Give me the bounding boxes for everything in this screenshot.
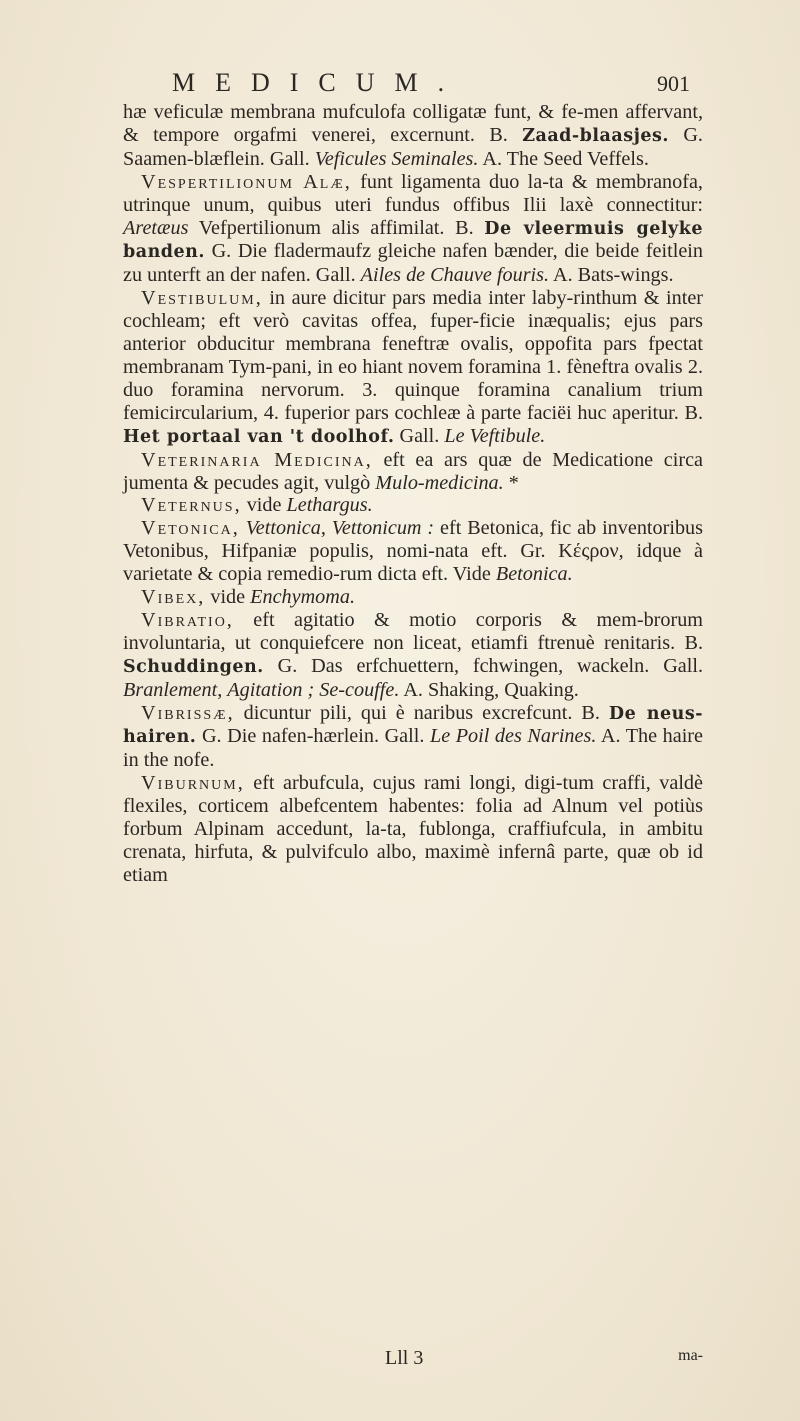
page-footer bbox=[123, 1347, 703, 1373]
entry-headword: Vibratio, bbox=[141, 608, 234, 631]
entry-headword: Vestibulum, bbox=[141, 287, 263, 310]
entry-vespertilionum-alae: Vespertilionum Alæ, funt ligamenta duo la-ta & membranofa, utrinque unum, quibus uteri fundus offibus Ilii laxè connectitur: Aretæus Vefpertilionum alis affimilat. B. De vleermuis gelyke banden. G. Die fladermaufz gleiche nafen bænder, die beide feitlein zu unterft an der nafen. Gall. Ailes de Chauve fouris. A. Bats-wings. bbox=[123, 170, 703, 287]
entry-veterinaria-medicina: Veterinaria Medicina, eft ea ars quæ de Medicatione circa jumenta & pecudes agit, vulgò Mulo-medicina. * bbox=[123, 448, 703, 494]
catchword: ma- bbox=[678, 1347, 703, 1364]
entry-vibrissae: Vibrissæ, dicuntur pili, qui è naribus excrefcunt. B. De neus-hairen. G. Die nafen-hærlein. Gall. Le Poil des Narines. A. The haire in the nofe. bbox=[123, 701, 703, 772]
entry-veternus: Veternus, vide Lethargus. bbox=[141, 494, 373, 517]
page-number: 901 bbox=[657, 71, 690, 96]
entry-viburnum: Viburnum, eft arbufcula, cujus rami longi, digi-tum craffi, valdè flexiles, corticem albefcentem habentes: folia ad Alnum vel potiùs forbum Alpinam accedunt, la-ta, fublonga, craffiufcula, in ambitu crenata, hirfuta, & pulvifculo albo, maximè infernâ parte, quæ ob id etiam bbox=[123, 772, 703, 886]
running-title: MEDICUM. bbox=[172, 68, 465, 97]
entry-headword: Veterinaria Medicina, bbox=[141, 448, 373, 471]
entry-vestibulum: Vestibulum, in aure dicitur pars media inter laby-rinthum & inter cochleam; eft verò cavitas offea, fuper-ficie inæqualis; ejus pars anterior obducitur membrana feneftræ ovalis, oppofita pars fpectat membranam Tym-pani, in eo hiant novem foramina 1. fèneftra ovalis 2. duo foramina nervorum. 3. quinque foramina canalium trium femicircularium, 4. fuperior pars cochleæ à parte faciëi huc aperitur. B. Het portaal van 't doolhof. Gall. Le Veftibule. bbox=[123, 287, 703, 447]
entry-veficulae-continued: hæ veficulæ membrana mufculofa colligatæ funt, & fe-men affervant, & tempore orgafmi venerei, excernunt. B. Zaad-blaasjes. G. Saamen-blæflein. Gall. Veficules Seminales. A. The Seed Veffels. bbox=[123, 101, 703, 170]
entry-vibratio: Vibratio, eft agitatio & motio corporis & mem-brorum involuntaria, ut conquiefcere non liceat, etiamfi ftrenuè renitaris. B. Schuddingen. G. Das erfchuettern, fchwingen, wackeln. Gall. Branlement, Agitation ; Se-couffe. A. Shaking, Quaking. bbox=[123, 608, 703, 701]
dictionary-text bbox=[123, 101, 703, 887]
entry-vetonica: Vetonica, Vettonica, Vettonicum : eft Betonica, fic ab inventoribus Vetonibus, Hifpaniæ populis, nomi-nata eft. Gr. Κέςρον, idque à varietate & copia remedio-rum dicta eft. Vide Betonica. bbox=[123, 517, 703, 586]
entry-vibex: Vibex, vide Enchymoma. bbox=[141, 586, 355, 609]
page-header bbox=[142, 68, 690, 102]
entry-headword: Vibrissæ, bbox=[141, 701, 235, 724]
entry-headword: Vetonica, bbox=[141, 517, 240, 540]
entry-headword: Vibex, bbox=[141, 586, 206, 609]
entry-headword: Vespertilionum Alæ, bbox=[141, 170, 352, 193]
signature-mark: Lll 3 bbox=[385, 1347, 424, 1369]
entry-headword: Viburnum, bbox=[141, 772, 245, 795]
entry-headword: Veternus, bbox=[141, 494, 242, 517]
